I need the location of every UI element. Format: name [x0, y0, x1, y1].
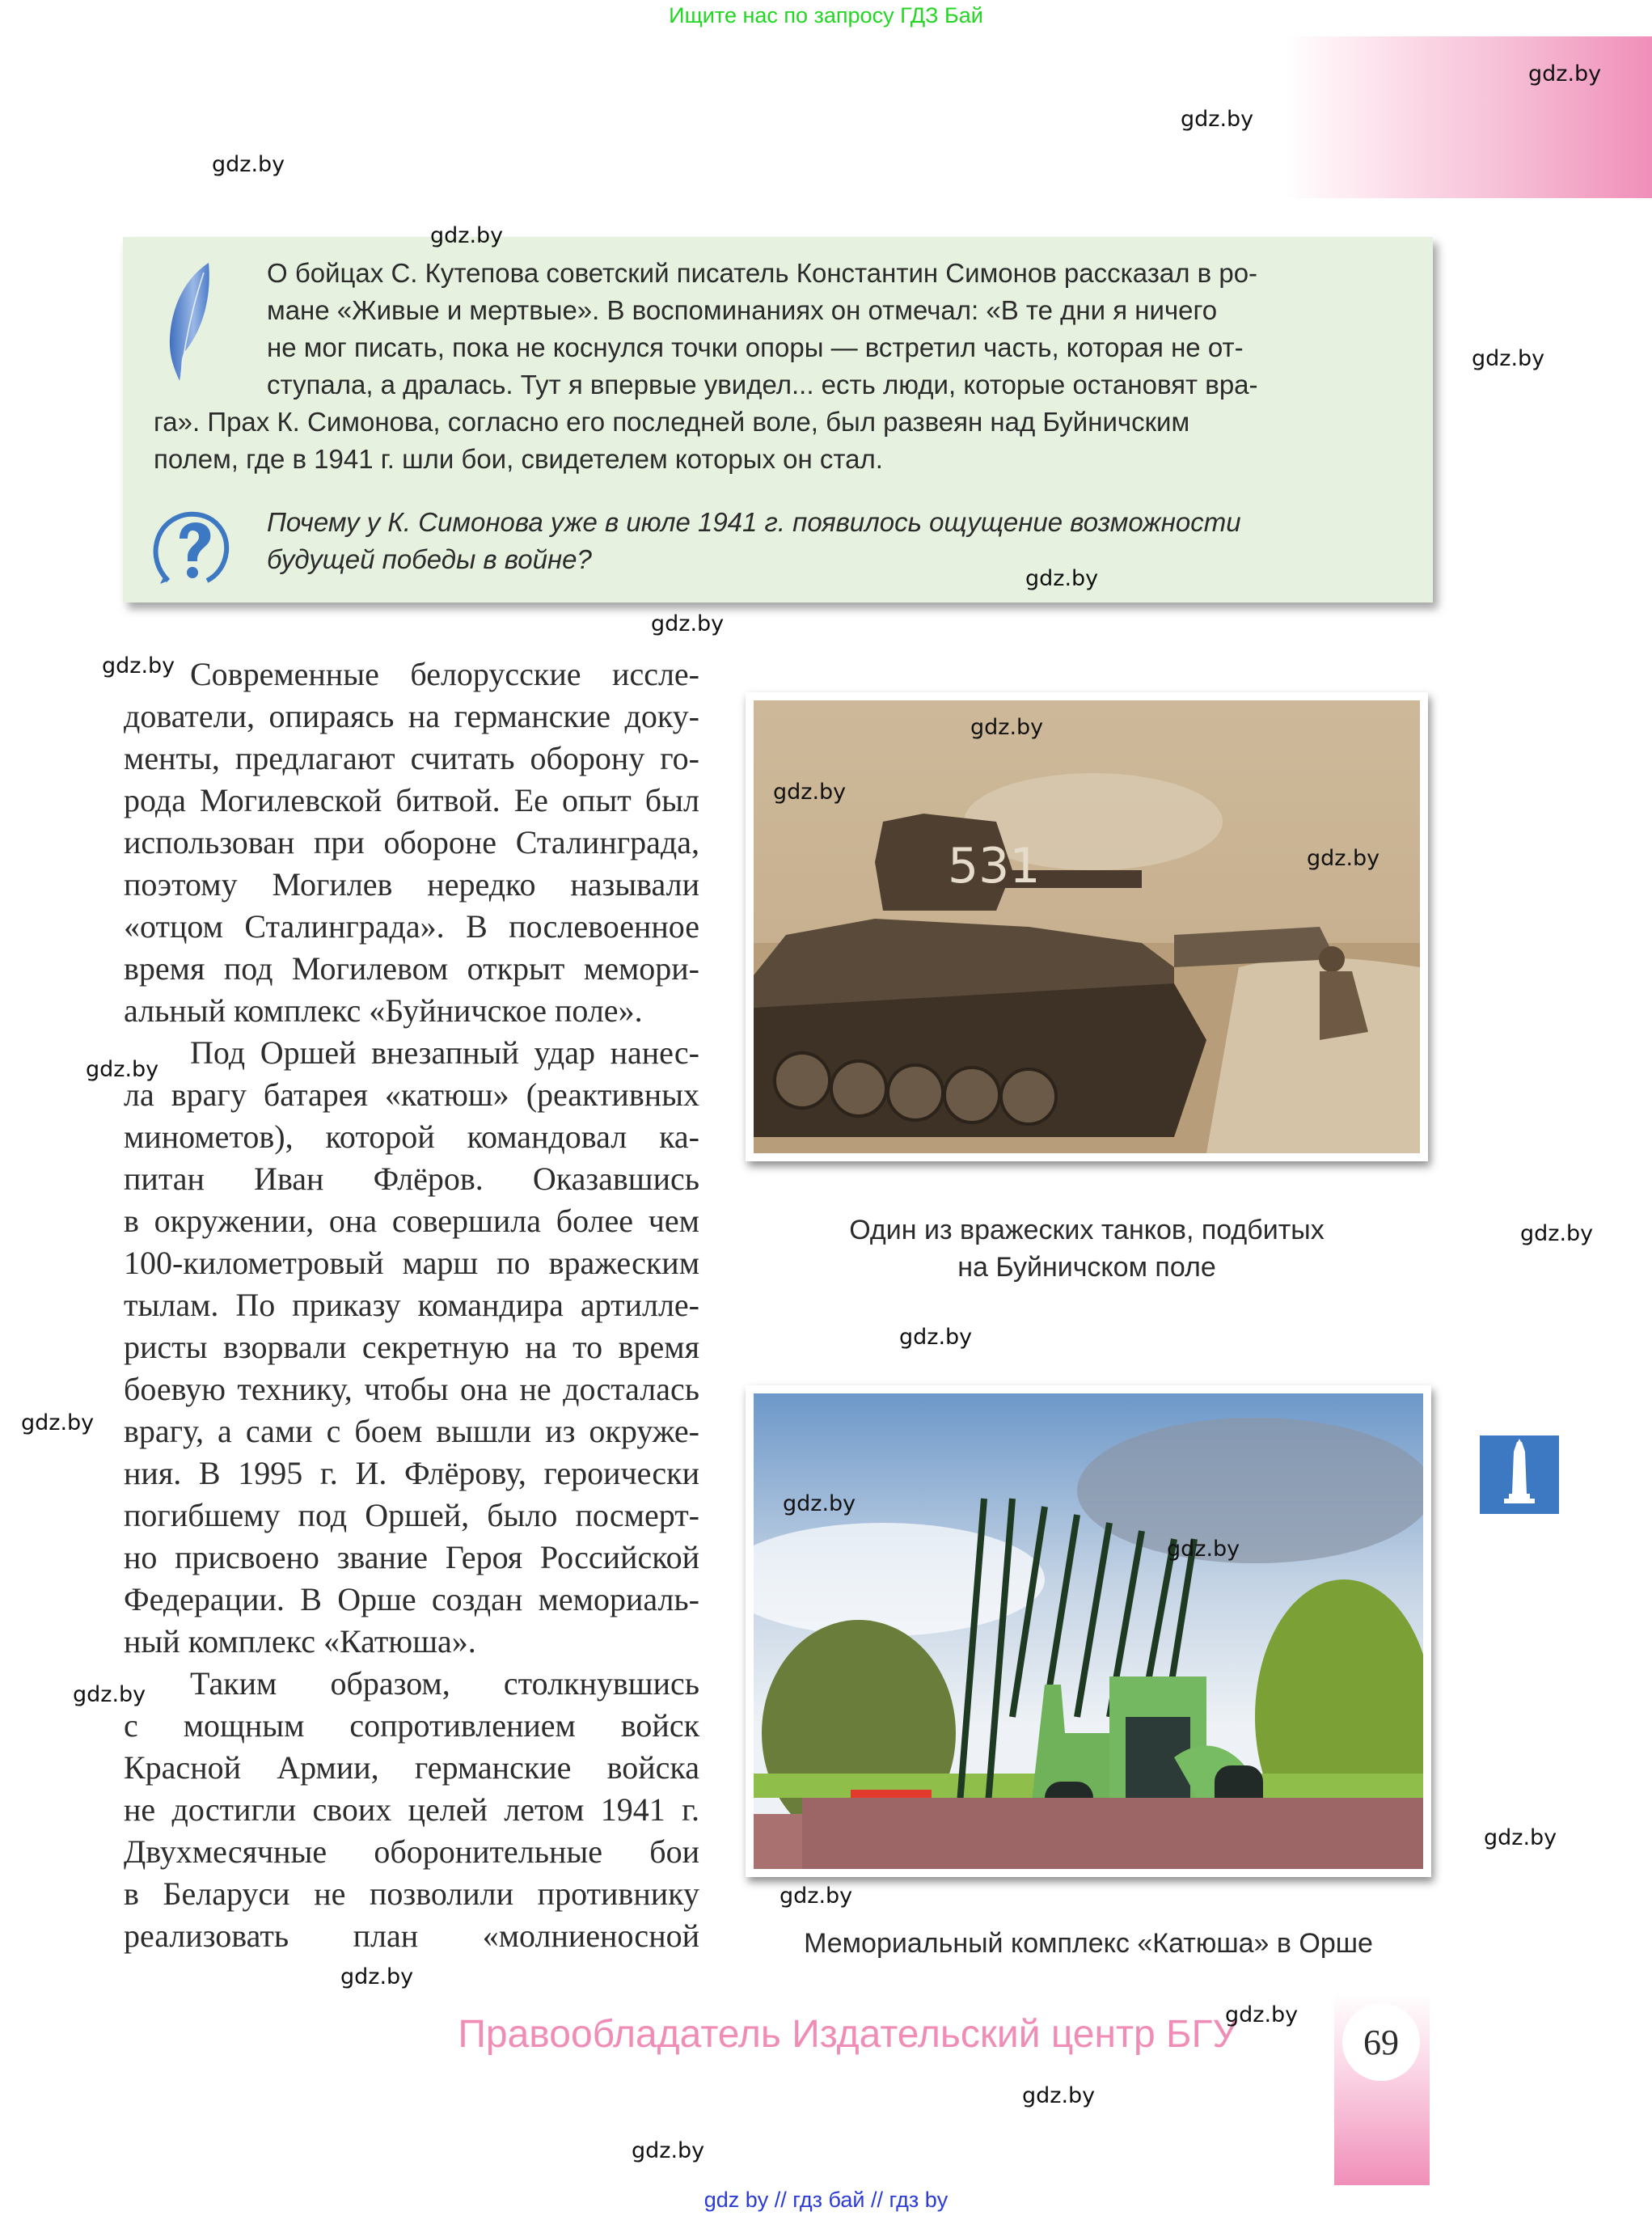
watermark: gdz.by — [1181, 107, 1254, 132]
watermark: gdz.by — [1225, 2002, 1299, 2027]
main-text-line: Таким образом, столкнувшись — [190, 1665, 699, 1702]
watermark: gdz.by — [970, 715, 1044, 740]
main-text-column — [124, 653, 699, 1957]
info-line: О бойцах С. Кутепова советский писатель Константин Симонов рассказал в ро- — [267, 258, 1258, 288]
tank-photo-caption — [746, 1211, 1428, 1286]
copyright-notice: Правообладатель Издательский центр БГУ — [458, 2013, 1237, 2056]
tank-photo-frame — [746, 692, 1428, 1161]
main-text-line: рода Могилевской битвой. Ее опыт был — [124, 782, 699, 818]
watermark: gdz.by — [212, 152, 285, 177]
main-text-line: использован при обороне Сталинграда, — [124, 824, 699, 860]
watermark: gdz.by — [632, 2138, 705, 2163]
info-line: полем, где в 1941 г. шли бои, свидетелем которых он стал. — [154, 444, 883, 474]
tank-photo-image — [754, 700, 1420, 1153]
watermark: gdz.by — [651, 611, 725, 636]
katyusha-memorial-photo — [754, 1393, 1423, 1869]
main-text-line: но присвоено звание Героя Российской — [124, 1539, 699, 1575]
page-number-tab — [1334, 1994, 1430, 2185]
main-text-line: «отцом Сталинграда». В послевоенное — [124, 908, 699, 945]
search-banner[interactable]: Ищите нас по запросу ГДЗ Бай — [669, 3, 983, 27]
watermark: gdz.by — [73, 1682, 146, 1707]
watermark: gdz.by — [780, 1884, 853, 1909]
main-text-line: ный комплекс «Катюша». — [124, 1623, 476, 1660]
page-number: 69 — [1342, 2003, 1420, 2081]
main-text-line: менты, предлагают считать оборону го- — [124, 740, 699, 776]
watermark: gdz.by — [773, 780, 847, 805]
main-text-line: Под Оршей внезапный удар нанес- — [190, 1034, 699, 1071]
bottom-links[interactable]: gdz by // гдз бай // гдз by — [703, 2188, 949, 2212]
main-text-line: в Беларуси не позволили противнику — [124, 1875, 699, 1912]
main-text-line: Двухмесячные оборонительные бои — [124, 1833, 699, 1870]
watermark: gdz.by — [1167, 1537, 1240, 1562]
main-text-line: ния. В 1995 г. И. Флёрову, героически — [124, 1455, 699, 1491]
katyusha-photo-image — [754, 1393, 1423, 1869]
watermark: gdz.by — [899, 1325, 973, 1350]
main-text-line: Красной Армии, германские войска — [124, 1749, 699, 1786]
main-text-line: альный комплекс «Буйничское поле». — [124, 992, 643, 1029]
info-line: га». Прах К. Симонова, согласно его последней воле, был развеян над Буйничским — [154, 407, 1190, 437]
main-text-line: 100-километровый марш по вражеским — [124, 1245, 699, 1281]
watermark: gdz.by — [86, 1057, 159, 1082]
main-text-line: Современные белорусские иссле- — [190, 656, 699, 692]
main-text-line: не достигли своих целей летом 1941 г. — [124, 1791, 699, 1828]
main-text-line: в окружении, она совершила более чем — [124, 1203, 699, 1239]
main-text-line: питан Иван Флёров. Оказавшись — [124, 1161, 699, 1197]
watermark: gdz.by — [1307, 846, 1380, 871]
main-text-line: погибшему под Оршей, было посмерт- — [124, 1497, 699, 1533]
question-icon — [150, 509, 231, 587]
katyusha-photo-frame — [746, 1385, 1431, 1877]
main-text-line: ла врагу батарея «катюш» (реактивных — [124, 1076, 699, 1113]
watermark: gdz.by — [1025, 566, 1099, 591]
watermark: gdz.by — [102, 653, 175, 679]
question-line: будущей победы в войне? — [267, 544, 592, 574]
main-text-line: поэтому Могилев нередко называли — [124, 866, 699, 903]
watermark: gdz.by — [1528, 61, 1602, 87]
info-line: ступала, а дралась. Тут я впервые увидел... есть люди, которые остановят вра- — [267, 370, 1258, 400]
katyusha-photo-caption — [746, 1925, 1431, 1962]
info-box — [123, 237, 1433, 603]
watermark: gdz.by — [1022, 2083, 1096, 2108]
question-line: Почему у К. Симонова уже в июле 1941 г. появилось ощущение возможности — [267, 507, 1241, 537]
watermark: gdz.by — [783, 1491, 856, 1516]
main-text-line: тылам. По приказу командира артилле- — [124, 1287, 699, 1323]
main-text-line: реализовать план «молниеносной — [124, 1917, 699, 1954]
watermark: gdz.by — [1484, 1825, 1557, 1850]
info-line: не мог писать, пока не коснулся точки опоры — встретил часть, которая не от- — [267, 332, 1244, 362]
watermark: gdz.by — [1472, 346, 1545, 371]
feather-icon — [162, 261, 218, 383]
main-text-line: время под Могилевом открыт мемори- — [124, 950, 699, 987]
caption-line: Один из вражеских танков, подбитых — [849, 1215, 1325, 1245]
main-text-line: ристы взорвали секретную на то время — [124, 1329, 699, 1365]
info-line: мане «Живые и мертвые». В воспоминаниях он отмечал: «В те дни я ничего — [267, 295, 1218, 325]
header-pink-band — [1286, 36, 1652, 198]
watermark: gdz.by — [430, 223, 504, 248]
caption-line: Мемориальный комплекс «Катюша» в Орше — [804, 1928, 1373, 1959]
watermark: gdz.by — [1520, 1221, 1594, 1246]
main-text-line: боевую технику, чтобы она не досталась — [124, 1371, 699, 1407]
main-text-line: Федерации. В Орше создан мемориаль- — [124, 1581, 699, 1617]
main-text-line: минометов), которой командовал ка- — [124, 1118, 699, 1155]
main-text-line: с мощным сопротивлением войск — [124, 1707, 699, 1744]
caption-line: на Буйничском поле — [957, 1252, 1216, 1283]
tank-number: 531 — [948, 838, 1041, 894]
watermark: gdz.by — [340, 1964, 414, 1989]
question-text — [267, 504, 1407, 578]
tank-photo — [754, 700, 1420, 1153]
watermark: gdz.by — [21, 1410, 95, 1435]
obelisk-icon — [1480, 1435, 1559, 1514]
main-text-line: дователи, опираясь на германские доку- — [124, 698, 699, 734]
main-text-line: врагу, а сами с боем вышли из окруже- — [124, 1413, 699, 1449]
